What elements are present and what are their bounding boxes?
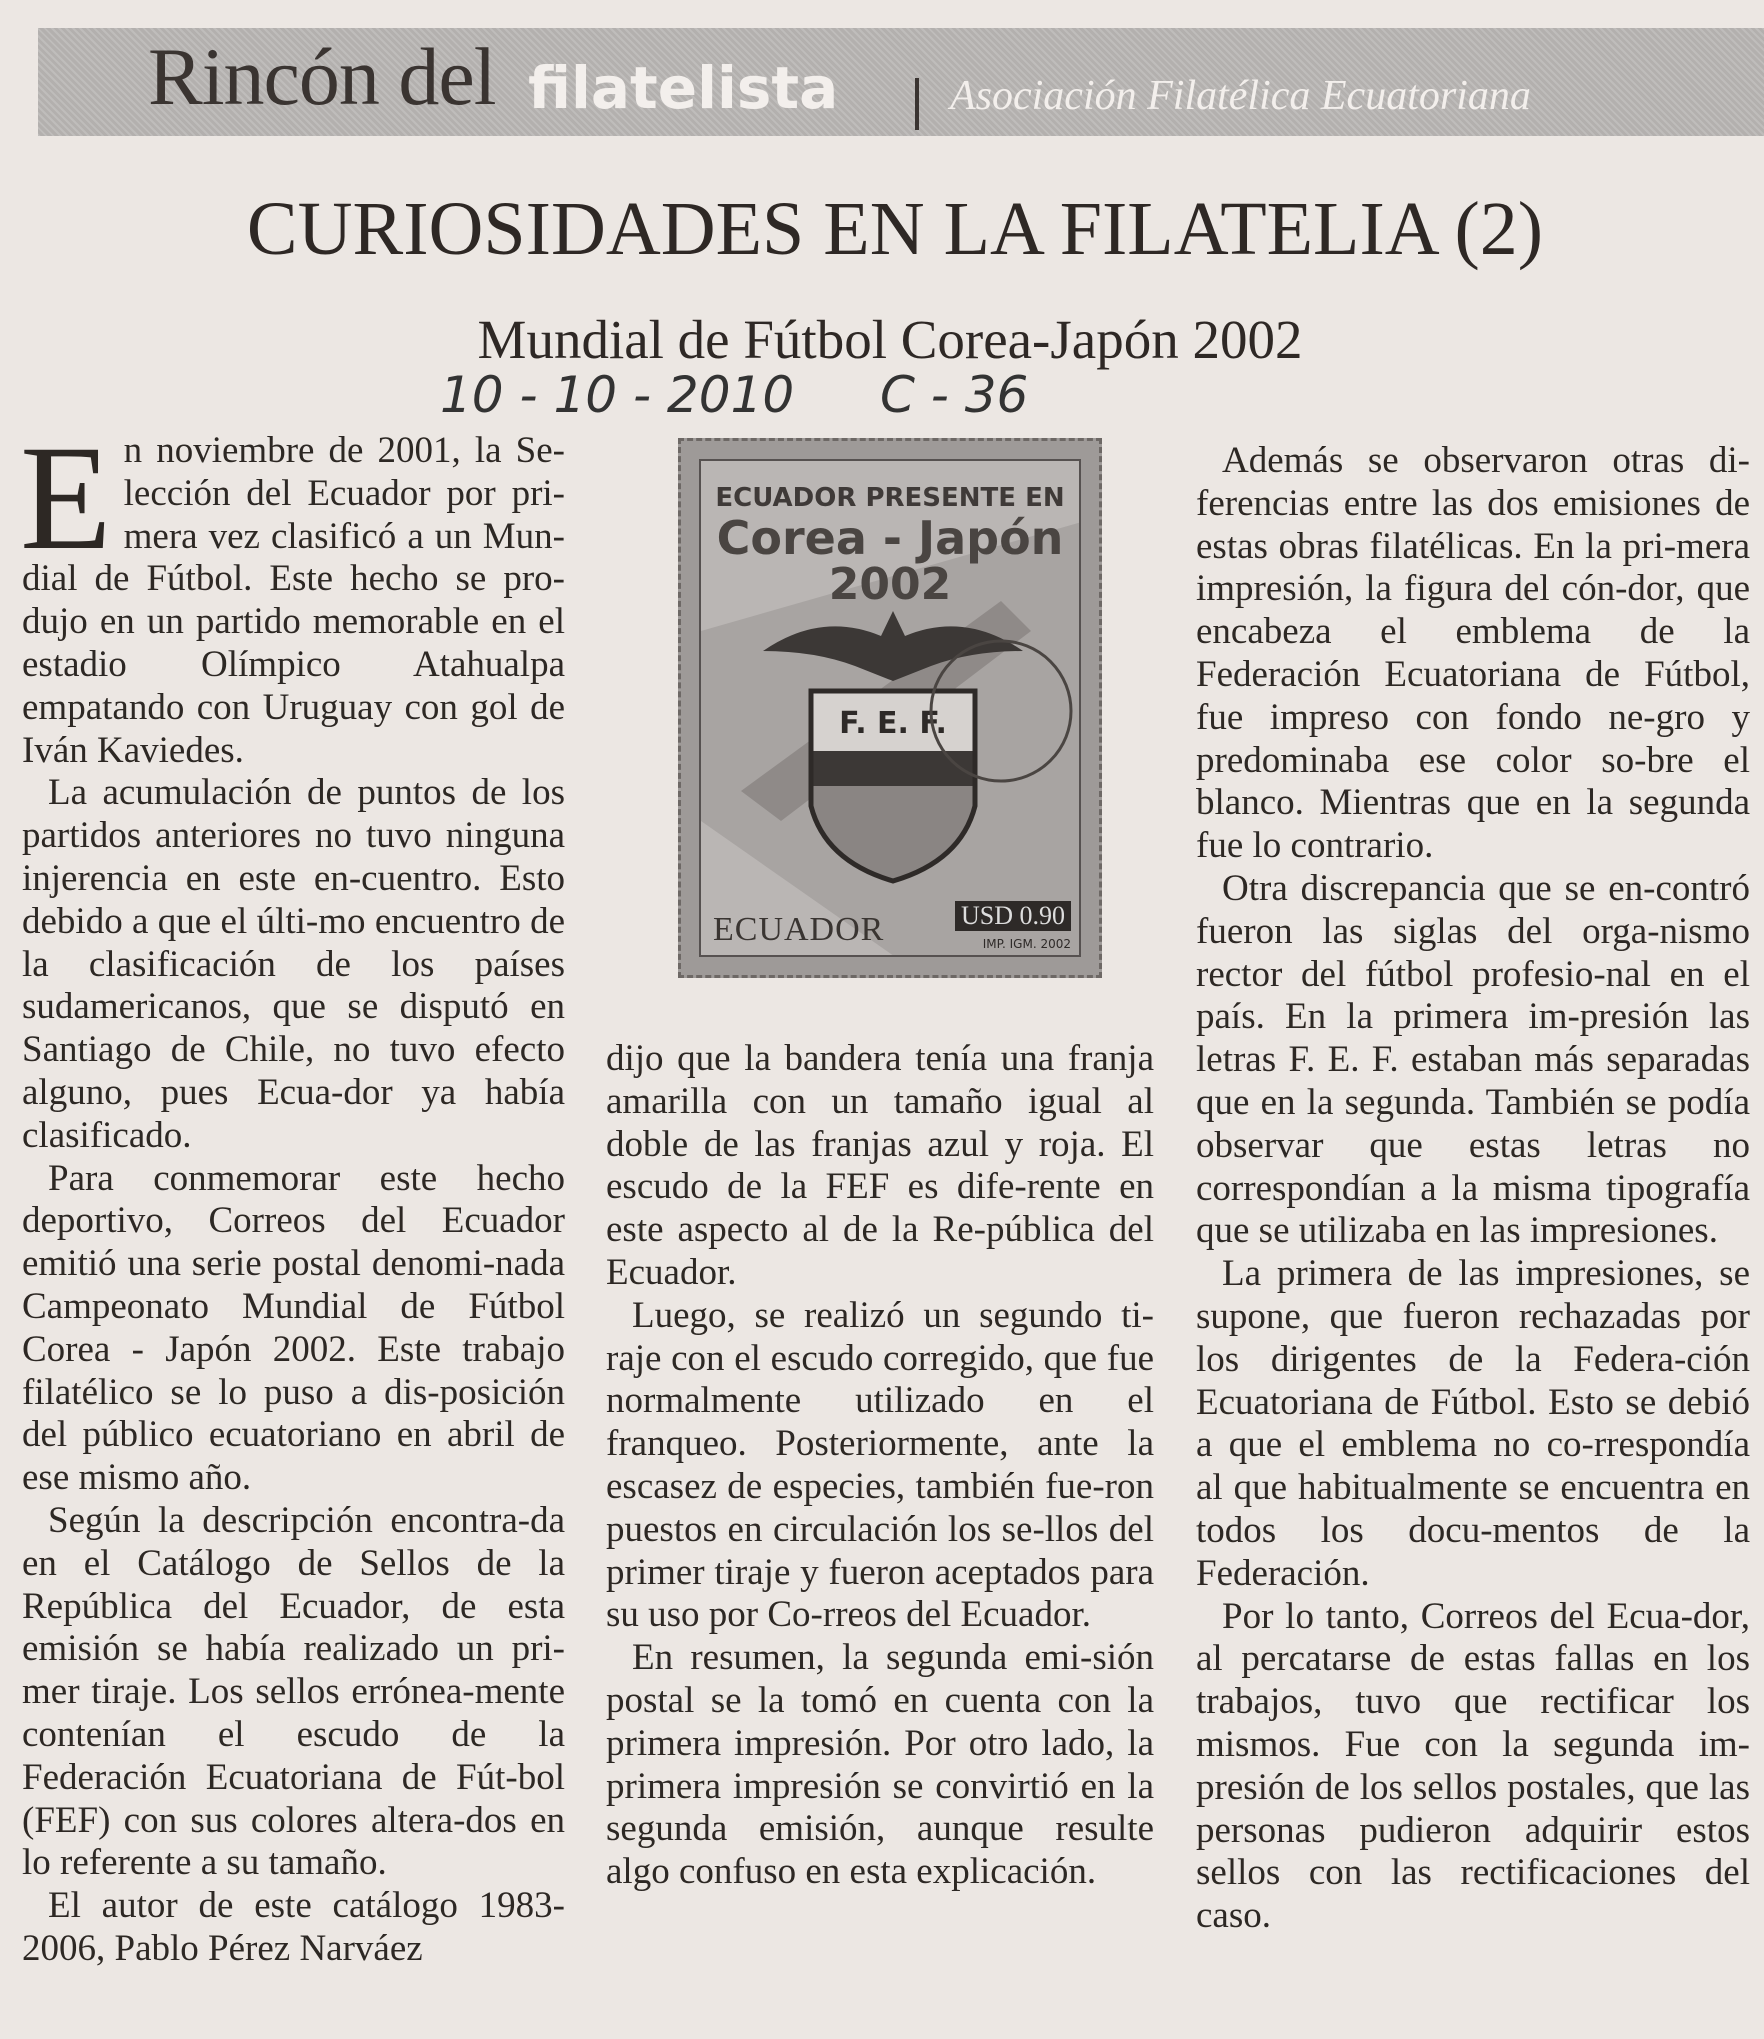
paragraph: Luego, se realizó un segundo ti-raje con el escudo corregido, que fue normalmente utilizado en el franqueo. Posteriormente, ante la escasez de especies, también fue-ron puestos en circulación los se-llos del primer tiraje y fueron aceptados para su uso por Co-rreos del Ecuador. xyxy=(606,1294,1154,1636)
paragraph: En resumen, la segunda emi-sión postal se la tomó en cuenta con la primera impresión. Por otro lado, la primera impresión se convirtió en la segunda emisión, aunque resulte algo confuso en esta explicación. xyxy=(606,1637,1154,1893)
paragraph: Además se observaron otras di-ferencias entre las dos emisiones de estas obras filatélicas. En la pri-mera impresión, la figura del cón-dor, que encabeza el emblema de la Federación Ecuatoriana de Fútbol, fue impreso con fondo ne-gro y predominaba ese color so-bre el blanco. Mientras que en la segunda fue lo contrario. xyxy=(1196,440,1750,867)
drop-cap: E xyxy=(20,415,112,581)
stamp-title-line-1: ECUADOR PRESENTE EN xyxy=(715,483,1065,513)
postage-stamp-image xyxy=(678,438,1102,978)
paragraph: La primera de las impresiones, se supone, que fueron rechazadas por los dirigentes de la Federa-ción Ecuatoriana de Fútbol. Esto se debió a que el emblema no co-rrespondía al que habitualmente se encuentra en todos los docu-mentos de la Federación. xyxy=(1196,1253,1750,1594)
article-subheadline: Mundial de Fútbol Corea-Japón 2002 xyxy=(477,309,1303,370)
paragraph: Según la descripción encontra-da en el Catálogo de Sellos de la República del Ecuador, de esta emisión se había realizado un pri-mer tiraje. Los sellos erróneа-mente contenían el escudo de la Federación Ecuatoriana de Fút-bol (FEF) con sus colores altera-dos en lo referente a su tamaño. xyxy=(22,1499,565,1884)
handwritten-date: 10 - 10 - 2010 xyxy=(440,366,795,424)
section-title-filatelista: filatelista xyxy=(528,54,839,122)
stamp-country: ECUADOR xyxy=(713,911,885,948)
paragraph: Por lo tanto, Correos del Ecua-dor, al percatarse de estas fallas en los trabajos, tuvo que rectificar los mismos. Fue con la segunda im-presión de los sellos postales, que las personas pudieron adquirir estos sellos con las rectificaciones del caso. xyxy=(1196,1595,1750,1937)
article-column-2 xyxy=(606,1038,1154,1894)
article-column-3 xyxy=(1196,440,1750,1938)
paragraph: dijo que la bandera tenía una franja amarilla con un tamaño igual al doble de las franjas azul y roja. El escudo de la FEF es dife-rente en este aspecto al de la Re-pública del Ecuador. xyxy=(606,1038,1154,1293)
paragraph: Otra discrepancia que se en-contró fueron las siglas del orga-nismo rector del fútbol profesio-nal en el país. En la primera im-presión las letras F. E. F. estaban más separadas que en la segunda. También se podía observar que estas letras no correspondían a la misma tipografía que se utilizaba en las impresiones. xyxy=(1196,867,1750,1252)
banner-divider xyxy=(915,78,919,130)
association-name: Asociación Filatélica Ecuatoriana xyxy=(950,73,1531,119)
stamp-design xyxy=(699,459,1081,957)
paragraph: El autor de este catálogo 1983-2006, Pablo Pérez Narváez xyxy=(22,1885,565,1969)
paragraph: En noviembre de 2001, la Se-lección del Ecuador por pri-mera vez clasificó a un Mun-dial de Fútbol. Este hecho se pro-dujo en un partido memorable en el estadio Olímpico Atahualpa empatando con Uruguay con gol de Iván Kaviedes. xyxy=(20,415,565,771)
shield-fef-text: F. E. F. xyxy=(839,706,947,741)
stamp-title-line-2: Corea - Japón xyxy=(716,511,1064,565)
stamp-printer-mark: IMP. IGM. 2002 xyxy=(982,937,1071,951)
section-title-rincon: Rincón del xyxy=(148,31,496,122)
stamp-face-value: USD 0.90 xyxy=(955,901,1071,931)
stamp-title-year: 2002 xyxy=(828,559,952,610)
handwritten-code: C - 36 xyxy=(880,366,1029,424)
article-column-1 xyxy=(20,415,565,1971)
paragraph: Para conmemorar este hecho deportivo, Correos del Ecuador emitió una serie postal denomi-nada Campeonato Mundial de Fútbol Corea - Japón 2002. Este trabajo filatélico se lo puso a dis-posición del público ecuatoriano en abril de ese mismo año. xyxy=(22,1157,565,1499)
article-headline: CURIOSIDADES EN LA FILATELIA (2) xyxy=(246,187,1544,271)
paragraph: La acumulación de puntos de los partidos anteriores no tuvo ninguna injerencia en este en-cuentro. Esto debido a que el últi-mo encuentro de la clasificación de los países sudamericanos, que se disputó en Santiago de Chile, no tuvo efecto alguno, pues Ecua-dor ya había clasificado. xyxy=(22,772,565,1156)
fef-shield-icon xyxy=(811,691,975,881)
